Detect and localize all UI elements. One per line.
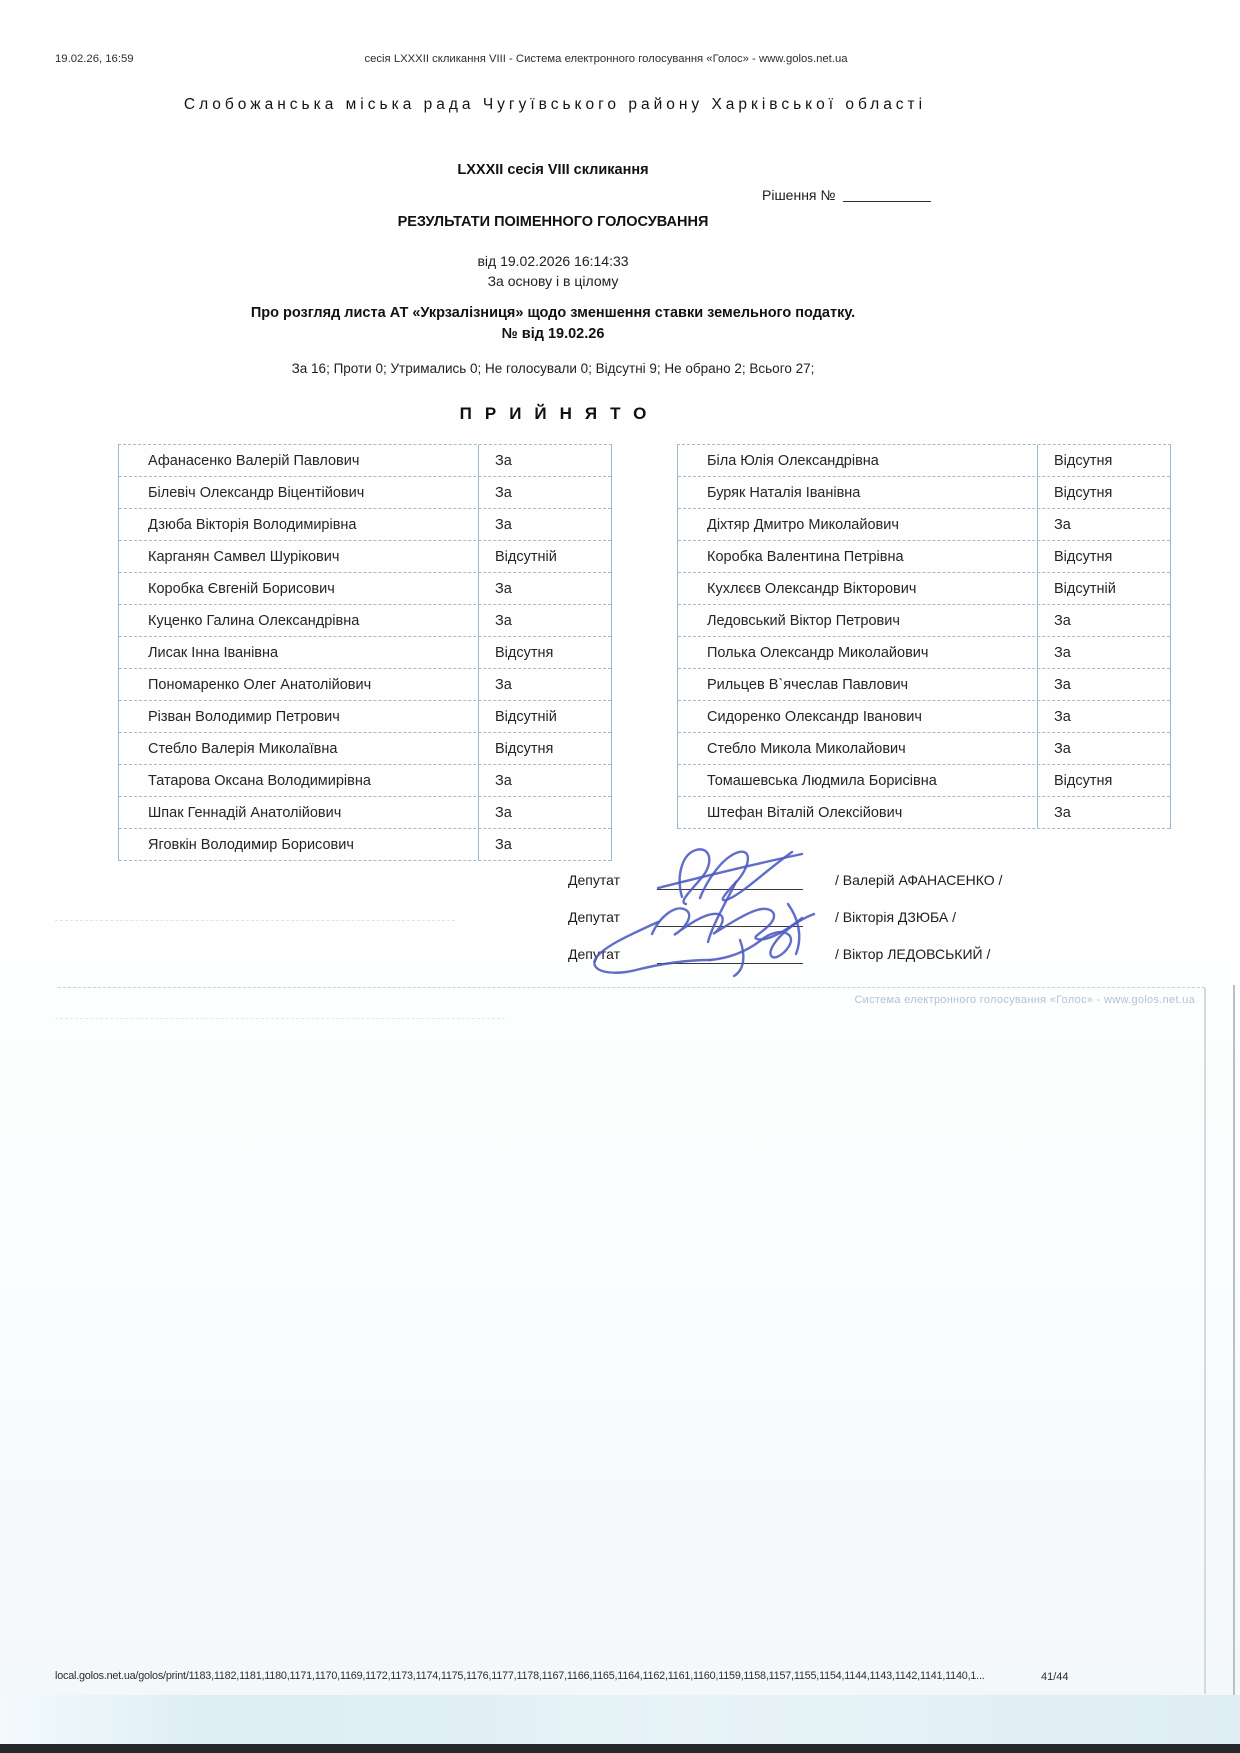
council-title: Слобожанська міська рада Чугуївського району Харківської області	[183, 96, 927, 113]
signature-ink	[594, 922, 710, 973]
vote-value: За	[495, 676, 512, 693]
table-row	[678, 765, 1170, 797]
vote-value: За	[1054, 708, 1071, 725]
deputy-name: Пономаренко Олег Анатолійович	[119, 669, 479, 700]
footer-url: local.golos.net.ua/golos/print/1183,1182,1181,1180,1171,1170,1169,1172,1173,1174,1175,1176,1177,1178,1167,1166,1165,1164,1162,1161,1160,1159,1158,1157,1155,1154,1144,1143,1142,1141,1140,1...	[55, 1670, 985, 1682]
table-row	[119, 669, 611, 701]
vote-totals: За 16; Проти 0; Утримались 0; Не голосували 0; Відсутні 9; Не обрано 2; Всього 27;	[291, 361, 815, 376]
table-row	[678, 605, 1170, 637]
deputy-name: Буряк Наталія Іванівна	[678, 477, 1038, 508]
signature-ink	[652, 908, 802, 939]
signatory-name: / Вікторія ДЗЮБА /	[835, 909, 956, 925]
footer-page-number: 41/44	[1041, 1671, 1069, 1683]
vote-value: За	[495, 516, 512, 533]
vote-value: За	[1054, 612, 1071, 629]
scan-bottom-band	[0, 1695, 1240, 1744]
table-row	[678, 637, 1170, 669]
deputy-name: Коробка Валентина Петрівна	[678, 541, 1038, 572]
subject-number: № від 19.02.26	[501, 326, 605, 342]
deputy-name: Штефан Віталій Олексійович	[678, 797, 1038, 828]
vote-value: За	[495, 772, 512, 789]
deputy-name: Біла Юлія Олександрівна	[678, 445, 1038, 476]
deputy-name: Ледовський Віктор Петрович	[678, 605, 1038, 636]
deputy-name: Шпак Геннадій Анатолійович	[119, 797, 479, 828]
deputy-name: Лисак Інна Іванівна	[119, 637, 479, 668]
deputy-name: Рильцев В`ячеслав Павлович	[678, 669, 1038, 700]
table-row	[678, 541, 1170, 573]
deputy-name: Томашевська Людмила Борисівна	[678, 765, 1038, 796]
print-header-title: сесія LXXXII скликання VIII - Система електронного голосування «Голос» - www.golos.net.ua	[364, 53, 848, 65]
scan-edge-line	[1233, 985, 1235, 1753]
decision-number-blank	[843, 187, 931, 202]
deputy-name: Білевіч Олександр Віцентійович	[119, 477, 479, 508]
table-row	[119, 509, 611, 541]
vote-value: Відсутня	[1054, 772, 1113, 789]
results-title: РЕЗУЛЬТАТИ ПОІМЕННОГО ГОЛОСУВАННЯ	[397, 214, 709, 230]
deputy-name: Стебло Микола Миколайович	[678, 733, 1038, 764]
vote-value: Відсутня	[495, 740, 554, 757]
table-row	[119, 541, 611, 573]
vote-value: За	[1054, 676, 1071, 693]
deputy-name: Коробка Євгеній Борисович	[119, 573, 479, 604]
vote-value: За	[1054, 516, 1071, 533]
vote-value: За	[495, 836, 512, 853]
vote-value: Відсутній	[495, 548, 557, 565]
table-row	[678, 509, 1170, 541]
deputy-name: Яговкін Володимир Борисович	[119, 829, 479, 860]
vote-value: За	[1054, 740, 1071, 757]
decision-number-row	[762, 187, 931, 203]
table-row	[119, 445, 611, 477]
vote-value: За	[495, 452, 512, 469]
signature-ink	[734, 940, 743, 976]
deputy-name: Полька Олександр Миколайович	[678, 637, 1038, 668]
vote-basis: За основу і в цілому	[487, 273, 619, 289]
table-row	[119, 701, 611, 733]
vote-value: За	[495, 612, 512, 629]
deputy-name: Карганян Самвел Шурікович	[119, 541, 479, 572]
deputy-name: Куценко Галина Олександрівна	[119, 605, 479, 636]
vote-value: Відсутня	[1054, 484, 1113, 501]
vote-value: Відсутня	[1054, 548, 1113, 565]
scan-dashed-line	[55, 1018, 505, 1019]
vote-table-left	[118, 444, 612, 861]
deputy-name: Сидоренко Олександр Іванович	[678, 701, 1038, 732]
table-row	[678, 477, 1170, 509]
vote-value: Відсутній	[495, 708, 557, 725]
table-row	[119, 605, 611, 637]
scan-dashed-line	[58, 987, 1205, 988]
vote-value: Відсутня	[495, 644, 554, 661]
deputy-name: Стебло Валерія Миколаївна	[119, 733, 479, 764]
vote-value: За	[1054, 644, 1071, 661]
decision-label: Рішення №	[762, 187, 836, 203]
table-row	[119, 797, 611, 829]
table-row	[678, 797, 1170, 829]
deputy-name: Різван Володимир Петрович	[119, 701, 479, 732]
table-row	[119, 733, 611, 765]
table-row	[119, 477, 611, 509]
vote-value: Відсутній	[1054, 580, 1116, 597]
deputy-name: Дзюба Вікторія Володимирівна	[119, 509, 479, 540]
deputy-name: Афанасенко Валерій Павлович	[119, 445, 479, 476]
signature-role-label: Депутат	[568, 946, 620, 962]
signature-role-label: Депутат	[568, 909, 620, 925]
vote-datetime: від 19.02.2026 16:14:33	[477, 253, 629, 269]
table-row	[119, 637, 611, 669]
scan-dashed-line	[55, 920, 455, 921]
table-row	[678, 669, 1170, 701]
table-row	[119, 765, 611, 797]
vote-value: За	[495, 484, 512, 501]
scan-bottom-bar	[0, 1744, 1240, 1753]
table-row	[678, 573, 1170, 605]
print-datetime: 19.02.26, 16:59	[55, 53, 134, 65]
vote-value: За	[495, 804, 512, 821]
result-status: ПРИЙНЯТО	[459, 404, 660, 423]
vote-value: За	[1054, 804, 1071, 821]
deputy-name: Татарова Оксана Володимирівна	[119, 765, 479, 796]
table-row	[678, 733, 1170, 765]
vote-table-right	[677, 444, 1171, 829]
scan-edge-line	[1204, 988, 1206, 1694]
deputy-name: Діхтяр Дмитро Миколайович	[678, 509, 1038, 540]
session-title: LXXXII сесія VIII скликання	[457, 162, 649, 178]
table-row	[678, 701, 1170, 733]
system-watermark: Система електронного голосування «Голос» - www.golos.net.ua	[854, 994, 1195, 1006]
table-row	[119, 829, 611, 861]
signatory-name: / Віктор ЛЕДОВСЬКИЙ /	[835, 946, 991, 962]
signature-role-label: Депутат	[568, 872, 620, 888]
vote-value: Відсутня	[1054, 452, 1113, 469]
handwritten-signatures	[540, 842, 1010, 982]
subject-title: Про розгляд листа АТ «Укрзалізниця» щодо зменшення ставки земельного податку.	[250, 305, 856, 321]
table-row	[119, 573, 611, 605]
signature-ink	[708, 882, 736, 942]
deputy-name: Кухлєєв Олександр Вікторович	[678, 573, 1038, 604]
table-row	[678, 445, 1170, 477]
vote-value: За	[495, 580, 512, 597]
signatory-name: / Валерій АФАНАСЕНКО /	[835, 872, 1003, 888]
